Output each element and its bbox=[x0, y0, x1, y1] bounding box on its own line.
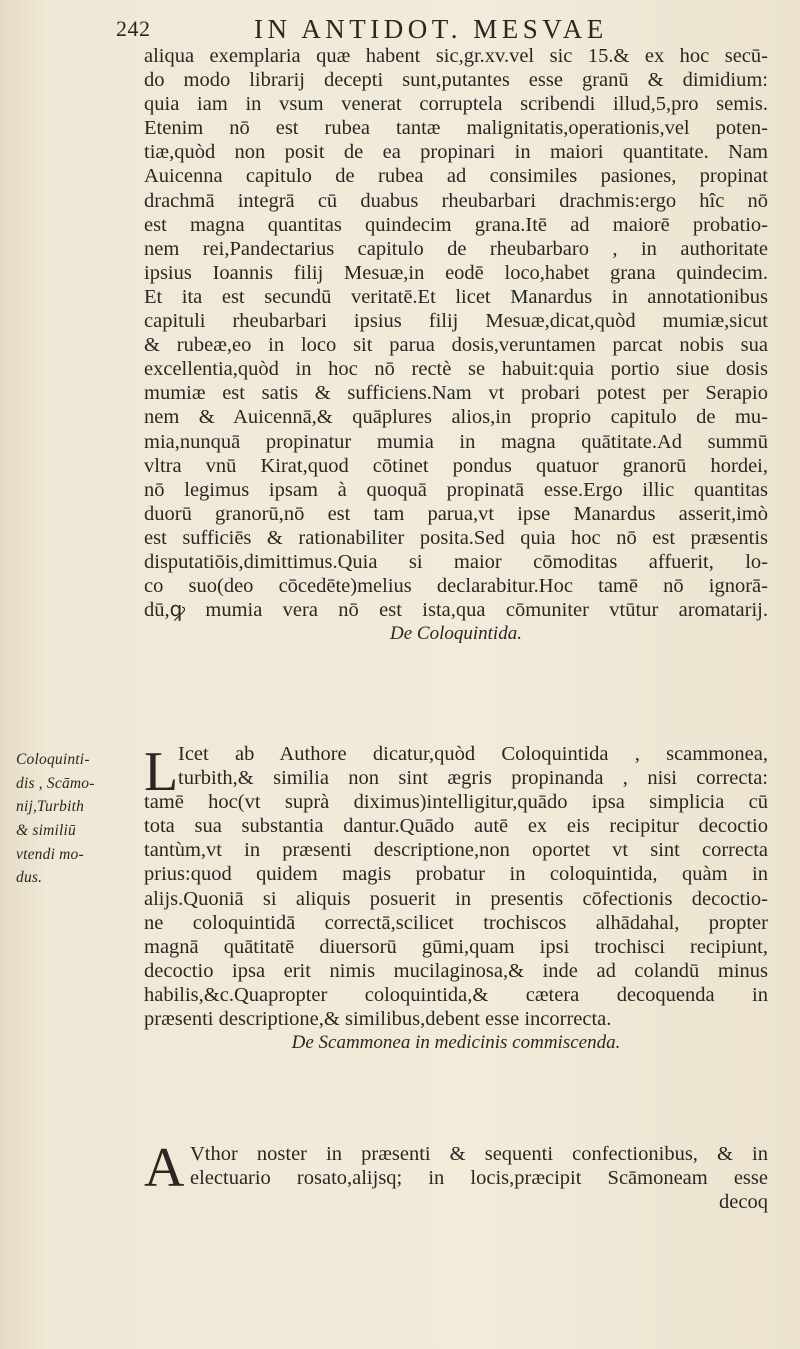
text-line: Icet ab Authore dicatur,quòd Coloquintida , scammonea, bbox=[178, 743, 768, 765]
text-line: quia iam in vsum venerat corruptela scribendi illud,5,pro semis. bbox=[144, 93, 768, 116]
margin-note-line: nij,Turbith bbox=[16, 798, 85, 816]
text-line: nem rei,Pandectarius capitulo de rheubarbaro , in authoritate bbox=[144, 237, 768, 260]
text-line: electuario rosato,alijsq; in locis,præcipit Scāmoneam esse bbox=[190, 1167, 768, 1190]
text-line: turbith,& similia non sint ægris propinanda , nisi correcta: bbox=[178, 767, 768, 790]
text-line: habilis,&c.Quapropter coloquintida,& cætera decoquenda in bbox=[144, 983, 768, 1006]
text-line: mumiæ est satis & sufficiens.Nam vt probari potest per Serapio bbox=[144, 382, 768, 405]
text-line: nem & Auicennā,& quāplures alios,in proprio capitulo de mu- bbox=[144, 406, 768, 429]
text-line: capituli rheubarbari ipsius filij Mesuæ,dicat,quòd mumiæ,sicut bbox=[144, 310, 768, 333]
margin-note-line: dus. bbox=[16, 869, 43, 887]
section-scammonea-text bbox=[144, 1137, 768, 1214]
text-line: duorū granorū,nō est tam parua,vt ipse Manardus asserit,imò bbox=[144, 502, 768, 525]
section-mumia-text bbox=[144, 44, 768, 646]
drop-cap: A bbox=[144, 1137, 185, 1199]
text-line: do modo librarij decepti sunt,putantes esse granū & dimidium: bbox=[144, 69, 768, 92]
section-heading-coloquintida: De Coloquintida. bbox=[390, 623, 522, 645]
section-heading-scammonea: De Scammonea in medicinis commiscenda. bbox=[291, 1032, 621, 1054]
section-coloquintida-text bbox=[144, 742, 768, 1055]
text-line: magnā quātitatē diuersorū gūmi,quam ipsi trochisci recipiunt, bbox=[144, 935, 768, 958]
text-line: ipsius Ioannis filij Mesuæ,in eodē loco,habet grana quindecim. bbox=[144, 261, 768, 284]
text-line: tantùm,vt in præsenti descriptione,non oportet vt sint correcta bbox=[144, 839, 768, 862]
margin-note-line: vtendi mo- bbox=[16, 845, 84, 863]
drop-cap: L bbox=[144, 741, 179, 803]
margin-note bbox=[16, 748, 134, 890]
text-line: & rubeæ,eo in loco sit parua dosis,veruntamen parcat nobis sua bbox=[144, 334, 768, 357]
text-line: Vthor noster in præsenti & sequenti confectionibus, & in bbox=[190, 1143, 768, 1165]
text-line: co suo(deo cōcedēte)melius declarabitur.Hoc tamē nō ignorā- bbox=[144, 575, 768, 598]
margin-note-line: Coloquinti- bbox=[16, 751, 90, 768]
text-line: nō legimus ipsam à quoquā propinatā esse.Ergo illic quantitas bbox=[144, 478, 768, 501]
text-line: est sufficiēs & rationabiliter posita.Sed quia hoc nō est præsentis bbox=[144, 526, 768, 549]
text-line: excellentia,quòd in hoc nō rectè se habuit:quia portio siue dosis bbox=[144, 358, 768, 381]
text-line: tiæ,quòd non posit de ea propinari in maiori quantitate. Nam bbox=[144, 141, 768, 164]
text-line: prius:quod quidem magis probatur in coloquintida, quàm in bbox=[144, 863, 768, 886]
text-line: mia,nunquā propinatur mumia in magna quātitate.Ad summū bbox=[144, 430, 768, 453]
text-line: Et ita est secundū veritatē.Et licet Manardus in annotationibus bbox=[144, 285, 768, 308]
page-number: 242 bbox=[116, 16, 151, 41]
margin-note-line: & similiū bbox=[16, 822, 76, 840]
running-title: IN ANTIDOT. MESVAE bbox=[254, 14, 608, 44]
text-line: Auicenna capitulo de rubea ad consimiles pasiones, propinat bbox=[144, 165, 768, 188]
text-line: decoctio ipsa erit nimis mucilaginosa,& inde ad colandū minus bbox=[144, 959, 768, 982]
text-line: alijs.Quoniā si aliquis posuerit in presentis cōfectionis decoctio- bbox=[144, 887, 768, 910]
text-line: præsenti descriptione,& similibus,debent esse incorrecta. bbox=[144, 1008, 612, 1031]
text-line: disputatiōis,dimittimus.Quia si maior cōmoditas affuerit, lo- bbox=[144, 550, 768, 573]
text-line: aliqua exemplaria quæ habent sic,gr.xv.vel sic 15.& ex hoc secū- bbox=[144, 45, 768, 67]
text-line: tamē hoc(vt suprà diximus)intelligitur,quādo ipsa simplicia cū bbox=[144, 791, 768, 814]
text-line: Etenim nō est rubea tantæ malignitatis,operationis,vel poten- bbox=[144, 117, 768, 140]
catchword: decoq bbox=[719, 1191, 768, 1214]
page-header bbox=[116, 14, 760, 48]
margin-note-line: dis , Scāmo- bbox=[16, 774, 95, 792]
text-line: tota sua substantia dantur.Quādo autē ex eis recipitur decoctio bbox=[144, 815, 768, 838]
text-line: ne coloquintidā correctā,scilicet trochiscos alhādahal, propter bbox=[144, 911, 768, 934]
text-line: drachmā integrā cū duabus rheubarbari drachmis:ergo hîc nō bbox=[144, 189, 768, 212]
text-line: dū,ꝙ mumia vera nō est ista,qua cōmuniter vtūtur aromatarij. bbox=[144, 599, 768, 622]
text-line: est magna quantitas quindecim grana.Itē ad maiorē probatio- bbox=[144, 213, 768, 236]
text-line: vltra vnū Kirat,quod cōtinet pondus quatuor granorū hordei, bbox=[144, 454, 768, 477]
